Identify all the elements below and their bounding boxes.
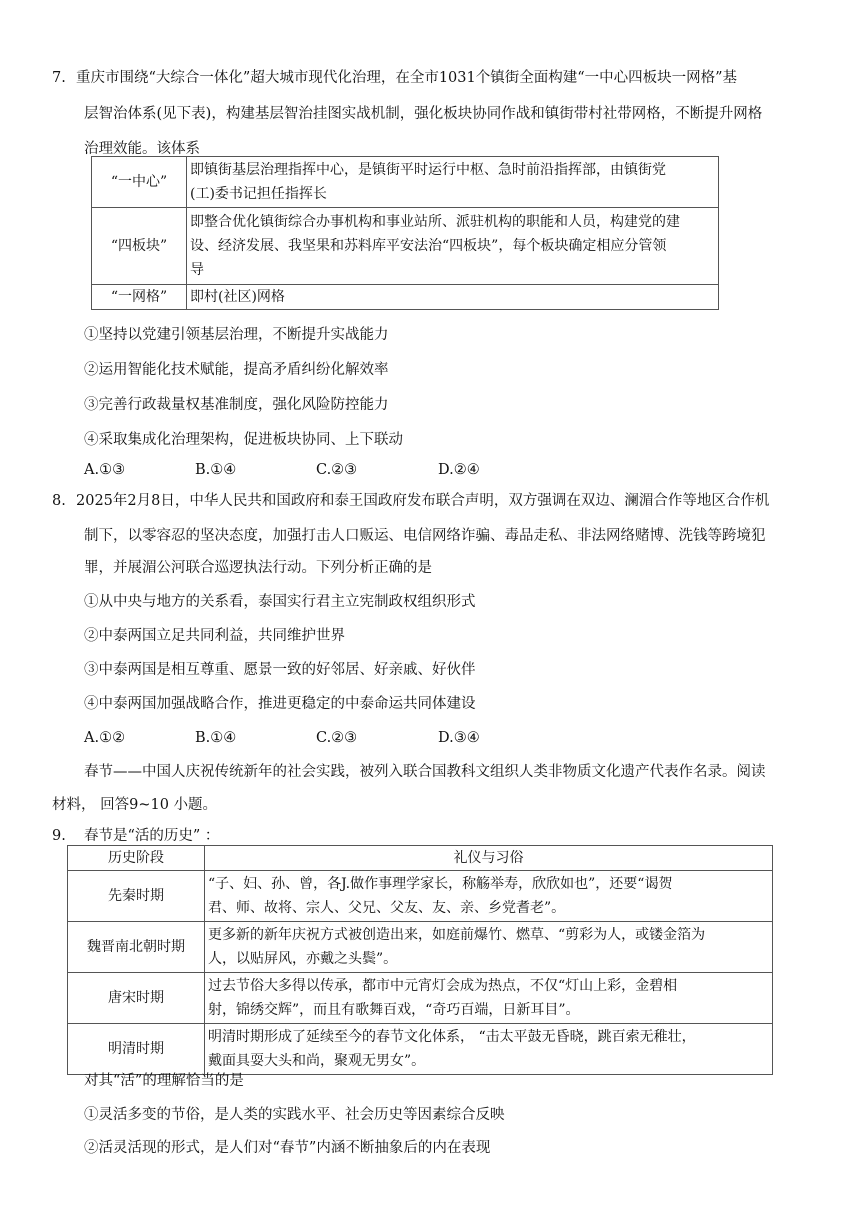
table-desc-line: (工)委书记担任指挥长 xyxy=(190,186,327,202)
table-desc-cell xyxy=(187,208,719,285)
question-7-number: 7. xyxy=(52,70,66,86)
question-8-stem-line: 制下，以零容忍的坚决态度，加强打击人口贩运、电信网络诈骗、毒品走私、非法网络赌博、洗钱等跨境犯 xyxy=(84,528,766,544)
question-9-number: 9. xyxy=(52,828,66,844)
table-row xyxy=(92,208,719,285)
question-7-stem-line: 重庆市围绕“大综合一体化”超大城市现代化治理，在全市1031个镇街全面构建“一中心四板块一网格”基 xyxy=(76,70,738,86)
table-key-cell: “一中心” xyxy=(92,157,187,208)
table-period-cell: 先秦时期 xyxy=(68,871,205,922)
table-header-row xyxy=(68,846,773,871)
question-7-item-4: ④采取集成化治理架构，促进板块协同、上下联动 xyxy=(84,432,403,448)
table-desc-line: 人，以贴屏风，亦戴之头鬓”。 xyxy=(208,951,398,967)
table-desc-line: 戴面具耍大头和尚，聚观无男女”。 xyxy=(208,1053,426,1069)
table-desc-line: 设、经济发展、我坚果和苏料库平安法治“四板块”，每个板块确定相应分管领 xyxy=(190,238,667,254)
question-7-item-1: ①坚持以党建引领基层治理，不断提升实战能力 xyxy=(84,327,389,343)
question-8-item-1: ①从中央与地方的关系看，泰国实行君主立宪制政权组织形式 xyxy=(84,594,476,610)
table-desc-cell xyxy=(205,1024,773,1075)
question-7-option-a[interactable]: A.①③ xyxy=(84,462,126,478)
question-8-option-b[interactable]: B.①④ xyxy=(195,730,237,746)
material-intro-line: 材料， 回答9~10 小题。 xyxy=(52,797,218,813)
table-period-cell: 明清时期 xyxy=(68,1024,205,1075)
question-7-table xyxy=(91,156,719,310)
question-8-stem-line: 罪，并展湄公河联合巡逻执法行动。下列分析正确的是 xyxy=(84,560,432,576)
question-9-question: 对其“活”的理解恰当的是 xyxy=(84,1073,244,1089)
question-8-item-4: ④中泰两国加强战略合作，推进更稳定的中泰命运共同体建设 xyxy=(84,696,476,712)
table-row xyxy=(92,285,719,310)
question-8-option-a[interactable]: A.①② xyxy=(84,730,126,746)
table-desc-cell xyxy=(205,973,773,1024)
table-row xyxy=(68,922,773,973)
table-row xyxy=(68,973,773,1024)
table-key-cell: “四板块” xyxy=(92,208,187,285)
question-8-number: 8. xyxy=(52,493,66,509)
table-desc-line: 射，锦绣交辉”，而且有歌舞百戏，“奇巧百端，日新耳目”。 xyxy=(208,1002,580,1018)
question-9-item-2: ②活灵活现的形式，是人们对“春节”内涵不断抽象后的内在表现 xyxy=(84,1140,491,1156)
table-desc-line: 即村(社区)网格 xyxy=(190,289,285,305)
material-intro-line: 春节——中国人庆祝传统新年的社会实践，被列入联合国教科文组织人类非物质文化遗产代表作名录。阅读 xyxy=(84,764,766,780)
question-9-table xyxy=(67,845,773,1075)
table-desc-cell xyxy=(187,157,719,208)
question-8-item-3: ③中泰两国是相互尊重、愿景一致的好邻居、好亲戚、好伙伴 xyxy=(84,662,476,678)
table-desc-line: 君、师、故将、宗人、父兄、父友、友、亲、乡党耆老”。 xyxy=(208,900,566,916)
question-8-item-2: ②中泰两国立足共同利益，共同维护世界 xyxy=(84,628,345,644)
table-desc-line: 明清时期形成了延续至今的春节文化体系， “击太平鼓无昏晓，跳百索无稚壮， xyxy=(208,1029,696,1045)
table-desc-cell xyxy=(187,285,719,310)
question-9-stem: 春节是“活的历史” ： xyxy=(84,828,220,844)
table-desc-line: 过去节俗大多得以传承，都市中元宵灯会成为热点，不仅“灯山上彩，金碧相 xyxy=(208,978,678,994)
table-desc-line: 更多新的新年庆祝方式被创造出来，如庭前爆竹、燃草、“剪彩为人，或镂金箔为 xyxy=(208,927,706,943)
table-period-cell: 唐宋时期 xyxy=(68,973,205,1024)
question-7-option-d[interactable]: D.②④ xyxy=(438,462,480,478)
question-8-option-c[interactable]: C.②③ xyxy=(316,730,358,746)
question-7-stem-line: 治理效能。该体系 xyxy=(84,141,200,157)
table-row xyxy=(92,157,719,208)
question-7-stem-line: 层智治体系(见下表)，构建基层智治挂图实战机制，强化板块协同作战和镇街带村社带网格，不断提升网格 xyxy=(84,106,763,122)
question-7-option-b[interactable]: B.①④ xyxy=(195,462,237,478)
question-7-item-3: ③完善行政裁量权基准制度，强化风险防控能力 xyxy=(84,397,389,413)
table-desc-line: 即整合优化镇街综合办事机构和事业站所、派驻机构的职能和人员，构建党的建 xyxy=(190,214,680,230)
question-7-item-2: ②运用智能化技术赋能，提高矛盾纠纷化解效率 xyxy=(84,362,389,378)
table-header-cell: 历史阶段 xyxy=(68,846,205,871)
table-row xyxy=(68,1024,773,1075)
question-8-stem-line: 2025年2月8日，中华人民共和国政府和泰王国政府发布联合声明，双方强调在双边、澜湄合作等地区合作机 xyxy=(76,493,770,509)
table-header-cell: 礼仪与习俗 xyxy=(205,846,773,871)
question-8-option-d[interactable]: D.③④ xyxy=(438,730,480,746)
table-desc-line: “子、妇、孙、曾，各J.做作事理学家长，称觞举寿，欣欣如也”，还要“谒贺 xyxy=(208,876,673,892)
question-9-item-1: ①灵活多变的节俗，是人类的实践水平、社会历史等因素综合反映 xyxy=(84,1107,505,1123)
table-desc-cell xyxy=(205,922,773,973)
table-desc-cell xyxy=(205,871,773,922)
table-desc-line: 即镇街基层治理指挥中心，是镇街平时运行中枢、急时前沿指挥部，由镇街党 xyxy=(190,162,666,178)
table-desc-line: 导 xyxy=(190,262,204,278)
table-key-cell: “一网格” xyxy=(92,285,187,310)
table-row xyxy=(68,871,773,922)
table-period-cell: 魏晋南北朝时期 xyxy=(68,922,205,973)
question-7-option-c[interactable]: C.②③ xyxy=(316,462,358,478)
